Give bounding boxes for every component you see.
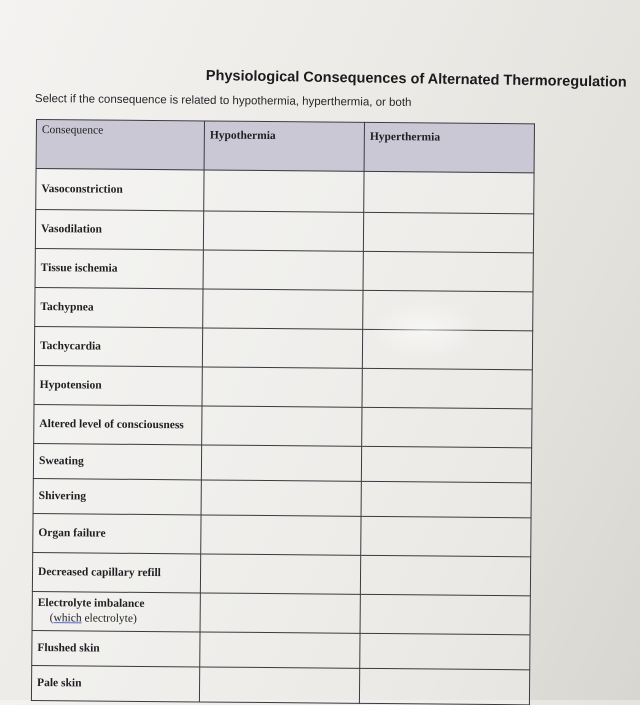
hyperthermia-cell[interactable] (362, 407, 532, 447)
hypothermia-cell[interactable] (201, 515, 361, 555)
header-hypothermia: Hypothermia (204, 121, 364, 171)
consequence-label: Tachypnea (35, 287, 203, 327)
hypothermia-cell[interactable] (202, 406, 362, 446)
hypothermia-cell[interactable] (203, 211, 363, 251)
hypothermia-cell[interactable] (200, 632, 360, 668)
hypothermia-cell[interactable] (202, 367, 362, 407)
hyperthermia-cell[interactable] (363, 212, 533, 252)
consequence-label: Tissue ischemia (35, 248, 203, 288)
hyperthermia-cell[interactable] (362, 368, 532, 408)
hypothermia-cell[interactable] (199, 667, 359, 703)
consequence-label: Electrolyte imbalance (37, 597, 145, 610)
hyperthermia-cell[interactable] (361, 446, 531, 482)
table-row (33, 443, 531, 482)
hyperthermia-cell[interactable] (361, 516, 531, 556)
table-row (34, 326, 532, 369)
hypothermia-cell[interactable] (202, 328, 362, 368)
table-row (33, 513, 531, 556)
hyperthermia-cell[interactable] (361, 481, 531, 517)
consequence-label: Organ failure (33, 513, 201, 553)
table-row (34, 365, 532, 408)
hyperthermia-cell[interactable] (360, 594, 530, 634)
table-row (32, 591, 530, 634)
consequence-label: Sweating (33, 443, 201, 479)
consequence-label: Altered level of consciousness (34, 404, 202, 444)
header-hyperthermia: Hyperthermia (364, 122, 534, 172)
table-row (32, 630, 530, 669)
consequence-label: Vasodilation (35, 210, 203, 250)
consequence-label: Hypotension (34, 365, 202, 405)
consequence-label: Pale skin (31, 665, 199, 701)
page-title: Physiological Consequences of Alternated Thermoregulation (205, 68, 627, 91)
consequence-label: Vasoconstriction (36, 169, 204, 211)
hyperthermia-cell[interactable] (363, 251, 533, 291)
consequence-label: Shivering (33, 478, 201, 514)
table-header-row (36, 120, 534, 173)
hyperthermia-cell[interactable] (362, 329, 532, 369)
hyperthermia-cell[interactable] (360, 633, 530, 669)
hyperthermia-cell[interactable] (360, 555, 530, 595)
underlined-word: which (53, 612, 82, 625)
hypothermia-cell[interactable] (201, 480, 361, 516)
table-row (35, 287, 533, 330)
table-row (36, 169, 534, 214)
table-row (32, 552, 530, 595)
table-row (34, 404, 532, 447)
hyperthermia-cell[interactable] (364, 171, 534, 213)
hypothermia-cell[interactable] (200, 593, 360, 633)
consequence-label: Tachycardia (34, 326, 202, 366)
hyperthermia-cell[interactable] (359, 668, 529, 704)
table-row (35, 210, 533, 253)
electrolyte-note: (which electrolyte) (49, 612, 137, 625)
hypothermia-cell[interactable] (203, 250, 363, 290)
hypothermia-cell[interactable] (200, 554, 360, 594)
header-consequence: Consequence (36, 120, 204, 170)
table-row (33, 478, 531, 517)
hypothermia-cell[interactable] (204, 170, 364, 212)
consequence-label-with-note (32, 591, 200, 631)
hyperthermia-cell[interactable] (363, 290, 533, 330)
table-row (31, 665, 529, 704)
instructions-text: Select if the consequence is related to hypothermia, hyperthermia, or both (34, 93, 412, 109)
consequences-table (31, 119, 535, 705)
consequence-label: Flushed skin (32, 630, 200, 666)
hypothermia-cell[interactable] (203, 289, 363, 329)
table-row (35, 248, 533, 291)
hypothermia-cell[interactable] (201, 445, 361, 481)
consequence-label: Decreased capillary refill (32, 552, 200, 592)
